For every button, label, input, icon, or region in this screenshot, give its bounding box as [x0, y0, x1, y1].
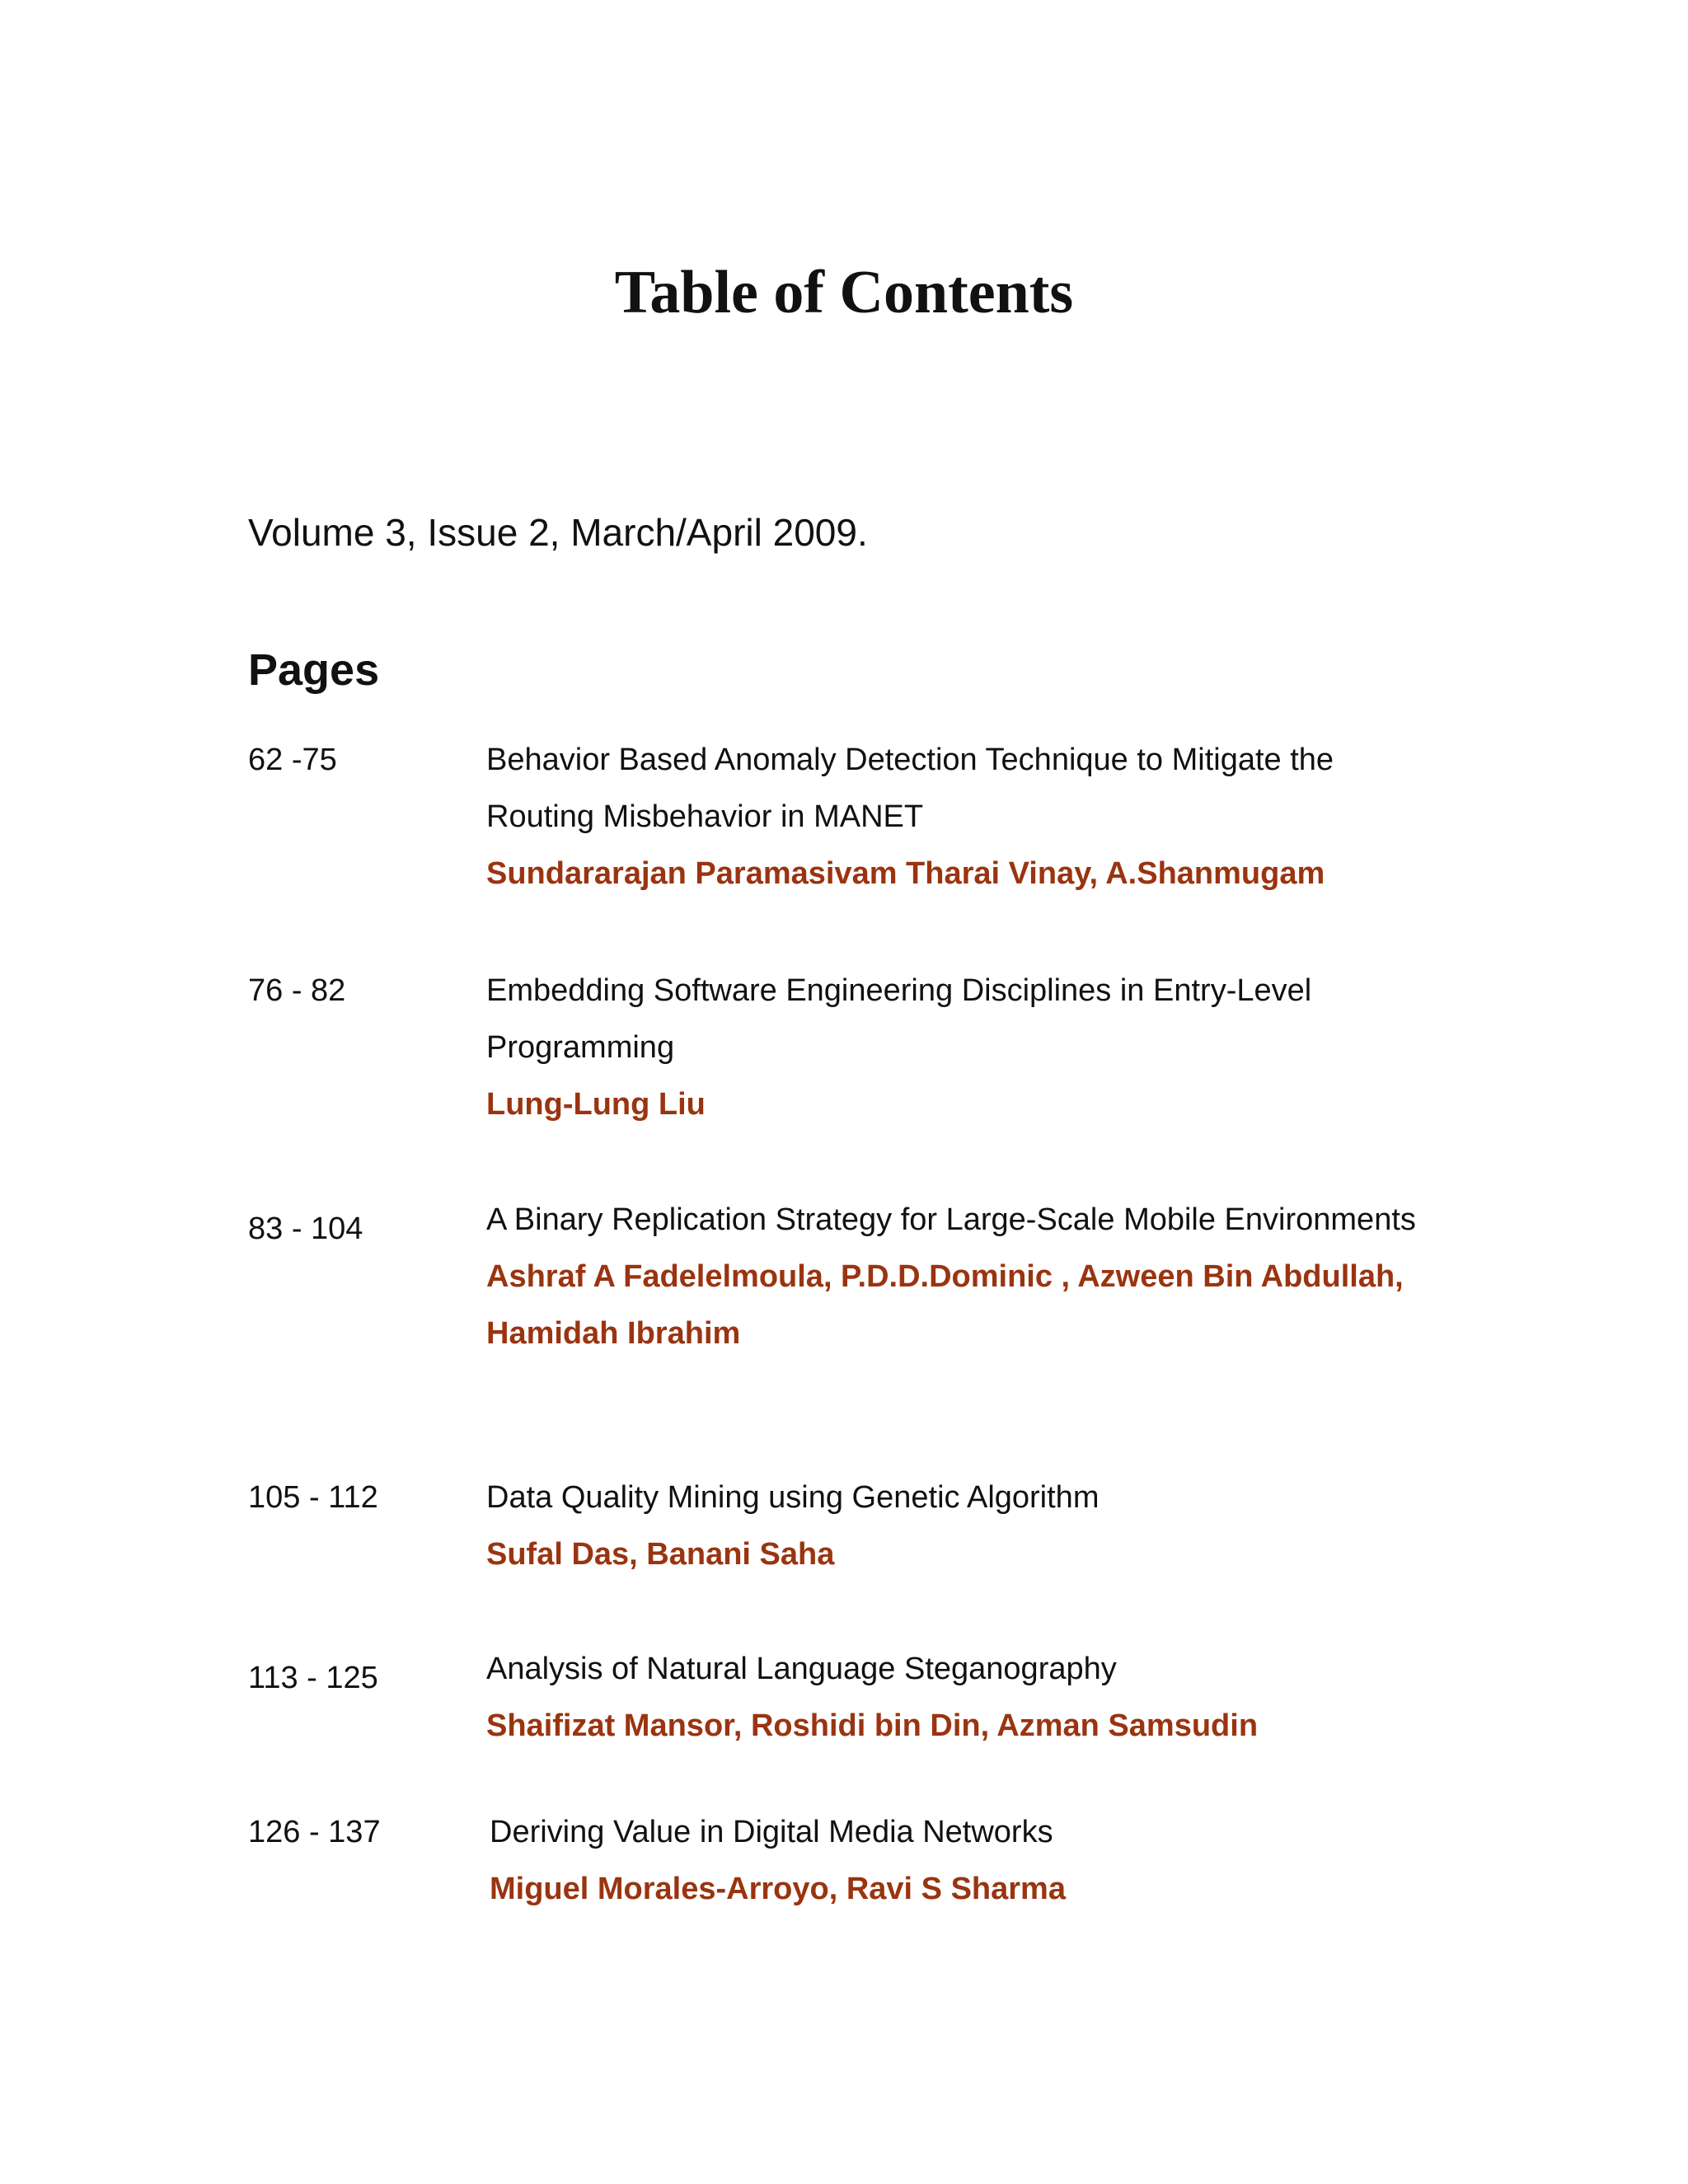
toc-entry-pages: 113 - 125	[248, 1661, 378, 1695]
toc-entry-pages: 126 - 137	[248, 1815, 381, 1849]
toc-entry-authors: Lung-Lung Liu	[486, 1087, 706, 1122]
toc-entry-title: Deriving Value in Digital Media Networks	[490, 1815, 1053, 1849]
toc-entry-body	[490, 1804, 1446, 1918]
toc-entry-body	[486, 1469, 1442, 1583]
toc-entry-title: Data Quality Mining using Genetic Algorithm	[486, 1480, 1100, 1515]
toc-entry-pages: 83 - 104	[248, 1212, 363, 1246]
pages-heading: Pages	[248, 645, 380, 695]
toc-entry-body	[486, 1192, 1442, 1362]
toc-entry-pages: 76 - 82	[248, 973, 346, 1008]
page-title: Table of Contents	[614, 259, 1074, 326]
toc-entry-title: Behavior Based Anomaly Detection Technique to Mitigate the Routing Misbehavior in MANET	[486, 743, 1334, 834]
toc-entry-pages: 62 -75	[248, 743, 337, 777]
toc-entry-authors: Shaifizat Mansor, Roshidi bin Din, Azman Samsudin	[486, 1708, 1259, 1743]
toc-entry-body	[486, 1641, 1442, 1755]
toc-entry-title: A Binary Replication Strategy for Large-Scale Mobile Environments	[486, 1202, 1416, 1237]
toc-entry-body	[486, 732, 1442, 902]
volume-issue-line: Volume 3, Issue 2, March/April 2009.	[248, 511, 868, 554]
toc-entry-authors: Sufal Das, Banani Saha	[486, 1537, 835, 1572]
toc-entry-authors: Sundararajan Paramasivam Tharai Vinay, A.Shanmugam	[486, 856, 1325, 891]
toc-entry-pages: 105 - 112	[248, 1480, 378, 1515]
toc-entry-authors: Ashraf A Fadelelmoula, P.D.D.Dominic , Azween Bin Abdullah, Hamidah Ibrahim	[486, 1259, 1404, 1351]
toc-entry-authors: Miguel Morales-Arroyo, Ravi S Sharma	[490, 1872, 1066, 1906]
toc-entry-body	[486, 963, 1442, 1133]
toc-entry-title: Embedding Software Engineering Disciplines in Entry-Level Programming	[486, 973, 1312, 1065]
toc-entry-title: Analysis of Natural Language Steganography	[486, 1652, 1117, 1686]
